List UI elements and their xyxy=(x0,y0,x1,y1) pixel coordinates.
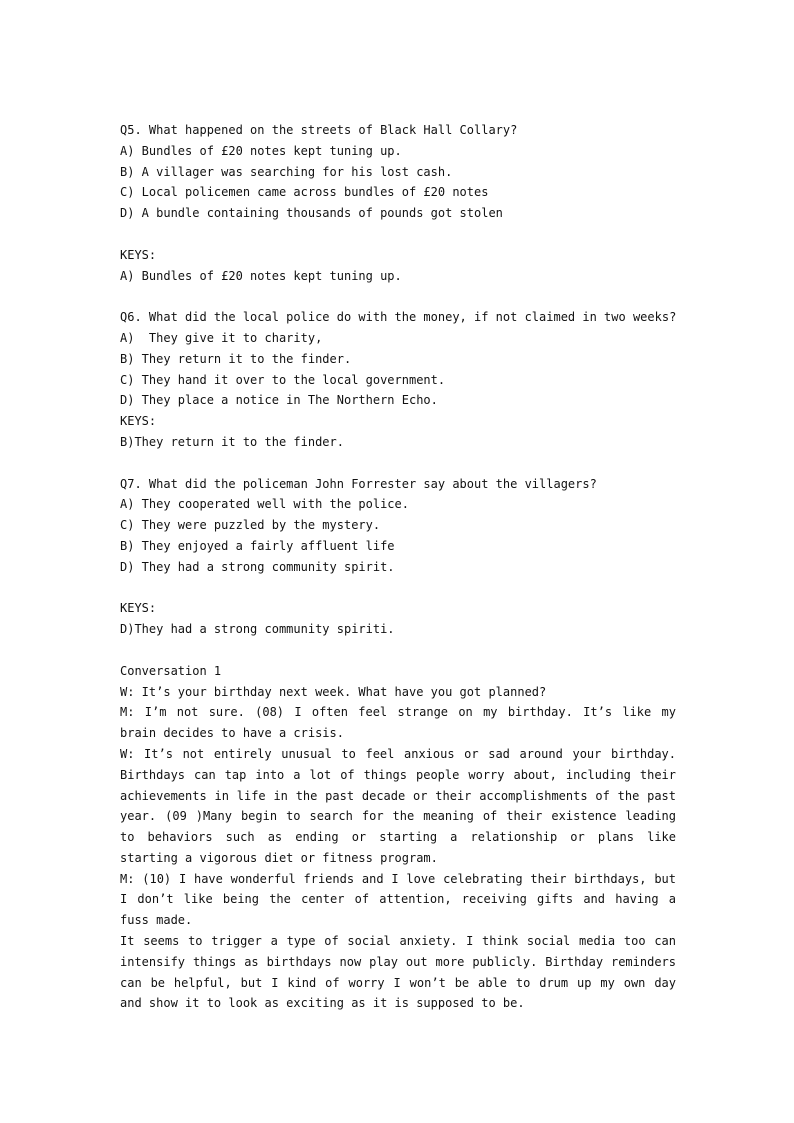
conversation-block xyxy=(120,661,676,1015)
option-q7-d: D) They had a strong community spirit. xyxy=(120,559,395,574)
dialogue-line-3: W: It’s not entirely unusual to feel anxious or sad around your birthday. Birthdays can tap into a lot of things people worry about, including their achievements in life in the past decade or their accomplishments of the past year. (09 )Many begin to search for the meaning of their existence leading to behaviors such as ending or starting a relationship or plans like starting a vigorous diet or fitness program. xyxy=(120,746,676,865)
spacer xyxy=(120,640,676,661)
option-q6-a: A) They give it to charity, xyxy=(120,330,323,345)
question-block-q5 xyxy=(120,120,676,286)
question-q6: Q6. What did the local police do with the money, if not claimed in two weeks? xyxy=(120,310,677,325)
question-block-q6 xyxy=(120,307,676,453)
answer-key-q5: A) Bundles of £20 notes kept tuning up. xyxy=(120,268,402,283)
spacer xyxy=(120,286,676,307)
keys-label-q7: KEYS: xyxy=(120,601,157,616)
option-q6-b: B) They return it to the finder. xyxy=(120,351,352,366)
keys-label-q6: KEYS: xyxy=(120,414,157,429)
dialogue-line-4: M: (10) I have wonderful friends and I love celebrating their birthdays, but I don’t like being the center of attention, receiving gifts and having a fuss made. xyxy=(120,871,676,928)
dialogue-line-5: It seems to trigger a type of social anxiety. I think social media too can intensify things as birthdays now play out more publicly. Birthday reminders can be helpful, but I kind of worry I won’t be able to drum up my own day and show it to look as exciting as it is supposed to be. xyxy=(120,934,676,1011)
question-block-q7 xyxy=(120,474,676,640)
dialogue-line-2: M: I’m not sure. (08) I often feel strange on my birthday. It’s like my brain decides to have a crisis. xyxy=(120,705,676,741)
question-q7: Q7. What did the policeman John Forrester say about the villagers? xyxy=(120,476,597,491)
option-q6-c: C) They hand it over to the local government. xyxy=(120,372,446,387)
option-q6-d: D) They place a notice in The Northern Echo. xyxy=(120,393,438,408)
option-q5-c: C) Local policemen came across bundles of £20 notes xyxy=(120,185,489,200)
option-q7-c: C) They were puzzled by the mystery. xyxy=(120,518,381,533)
option-q5-b: B) A villager was searching for his lost cash. xyxy=(120,164,453,179)
spacer xyxy=(120,578,676,599)
option-q7-b: B) They enjoyed a fairly affluent life xyxy=(120,538,395,553)
answer-key-q6: B)They return it to the finder. xyxy=(120,434,344,449)
keys-label-q5: KEYS: xyxy=(120,247,157,262)
option-q5-a: A) Bundles of £20 notes kept tuning up. xyxy=(120,143,402,158)
document-page xyxy=(120,120,676,1014)
option-q5-d: D) A bundle containing thousands of pounds got stolen xyxy=(120,206,503,221)
answer-key-q7: D)They had a strong community spiriti. xyxy=(120,622,395,637)
spacer xyxy=(120,453,676,474)
conversation-title: Conversation 1 xyxy=(120,663,222,678)
question-q5: Q5. What happened on the streets of Black Hall Collary? xyxy=(120,123,518,137)
option-q7-a: A) They cooperated well with the police. xyxy=(120,497,409,512)
spacer xyxy=(120,224,676,245)
dialogue-line-1: W: It’s your birthday next week. What have you got planned? xyxy=(120,684,547,699)
